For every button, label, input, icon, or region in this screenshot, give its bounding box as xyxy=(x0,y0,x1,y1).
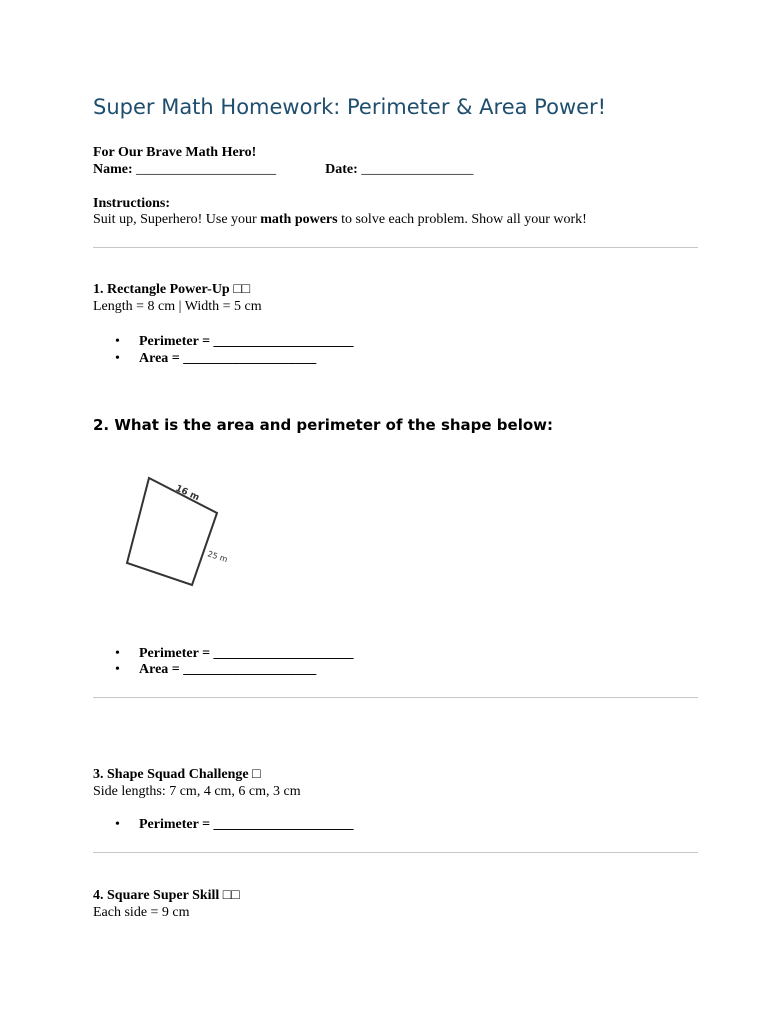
q3-given: Side lengths: 7 cm, 4 cm, 6 cm, 3 cm xyxy=(93,784,301,799)
name-blank: ____________________ xyxy=(136,162,277,177)
subtitle: For Our Brave Math Hero! xyxy=(93,145,257,160)
q4-given: Each side = 9 cm xyxy=(93,905,190,920)
q1-heading: 1. Rectangle Power-Up □□ xyxy=(93,282,251,297)
instructions-text-after: to solve each problem. Show all your work! xyxy=(337,212,587,227)
name-label: Name: xyxy=(93,162,133,177)
divider-3 xyxy=(93,852,698,853)
q2-area: Area = ___________________ xyxy=(139,662,317,677)
q3-heading: 3. Shape Squad Challenge □ xyxy=(93,767,261,782)
q2-heading: 2. What is the area and perimeter of the shape below: xyxy=(93,416,554,434)
label-right-side: 25 m xyxy=(206,549,229,565)
q1-given: Length = 8 cm | Width = 5 cm xyxy=(93,299,262,314)
date-blank: ________________ xyxy=(361,162,474,177)
bullet-dot: • xyxy=(115,817,120,832)
quadrilateral-figure xyxy=(123,470,243,595)
name-date-row xyxy=(93,161,473,178)
q4-heading: 4. Square Super Skill □□ xyxy=(93,888,240,903)
q1-area: Area = ___________________ xyxy=(139,351,317,366)
instructions-heading: Instructions: xyxy=(93,196,171,211)
bullet-dot: • xyxy=(115,334,120,349)
q3-perimeter: Perimeter = ____________________ xyxy=(139,817,354,832)
bullet-dot: • xyxy=(115,646,120,661)
instructions-text-bold: math powers xyxy=(260,212,338,227)
bullet-dot: • xyxy=(115,662,120,677)
instructions-text xyxy=(93,211,587,228)
divider-1 xyxy=(93,247,698,248)
page-title: Super Math Homework: Perimeter & Area Power! xyxy=(93,95,607,119)
date-label: Date: xyxy=(325,162,358,177)
bullet-dot: • xyxy=(115,351,120,366)
q2-perimeter: Perimeter = ____________________ xyxy=(139,646,354,661)
divider-2 xyxy=(93,697,698,698)
instructions-text-before: Suit up, Superhero! Use your xyxy=(93,212,261,227)
q1-perimeter: Perimeter = ____________________ xyxy=(139,334,354,349)
label-top-side: 16 m xyxy=(173,483,201,504)
quadrilateral-shape xyxy=(127,478,217,585)
